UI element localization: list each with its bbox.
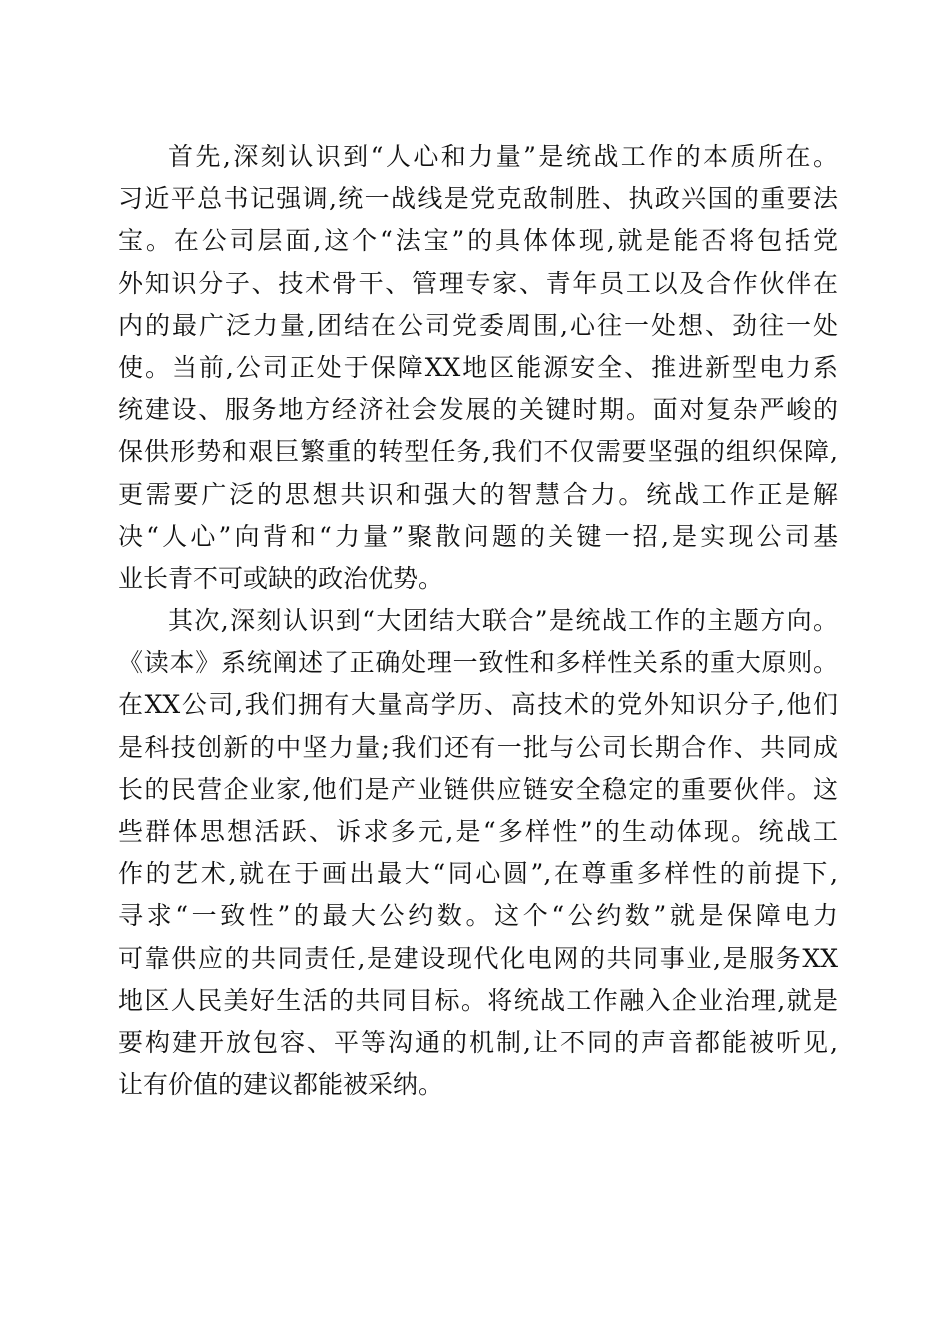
paragraph-line: 是科技创新的中坚力量;我们还有一批与公司长期合作、共同成 — [118, 732, 838, 762]
paragraph-line: 使。当前,公司正处于保障XX地区能源安全、推进新型电力系 — [118, 352, 838, 382]
paragraph-line: 长的民营企业家,他们是产业链供应链安全稳定的重要伙伴。这 — [118, 774, 838, 804]
paragraph-line: 寻求“一致性”的最大公约数。这个“公约数”就是保障电力 — [118, 901, 838, 931]
paragraph-line: 《读本》系统阐述了正确处理一致性和多样性关系的重大原则。 — [118, 648, 838, 678]
paragraph-1 — [118, 136, 838, 600]
paragraph-line: 在XX公司,我们拥有大量高学历、高技术的党外知识分子,他们 — [118, 690, 838, 720]
paragraph-line: 让有价值的建议都能被采纳。 — [118, 1070, 444, 1100]
paragraph-line: 保供形势和艰巨繁重的转型任务,我们不仅需要坚强的组织保障, — [118, 437, 838, 467]
paragraph-line: 首先,深刻认识到“人心和力量”是统战工作的本质所在。 — [168, 142, 838, 171]
paragraph-line: 作的艺术,就在于画出最大“同心圆”,在尊重多样性的前提下, — [118, 859, 838, 889]
paragraph-line: 其次,深刻认识到“大团结大联合”是统战工作的主题方向。 — [168, 606, 838, 636]
paragraph-line: 地区人民美好生活的共同目标。将统战工作融入企业治理,就是 — [118, 985, 838, 1015]
paragraph-line: 些群体思想活跃、诉求多元,是“多样性”的生动体现。统战工 — [118, 817, 838, 846]
paragraph-line: 决“人心”向背和“力量”聚散问题的关键一招,是实现公司基 — [118, 521, 838, 551]
paragraph-line: 业长青不可或缺的政治优势。 — [118, 563, 444, 593]
document-body — [118, 136, 838, 1106]
paragraph-line: 内的最广泛力量,团结在公司党委周围,心往一处想、劲往一处 — [118, 310, 838, 340]
paragraph-line: 统建设、服务地方经济社会发展的关键时期。面对复杂严峻的 — [118, 395, 838, 425]
paragraph-line: 习近平总书记强调,统一战线是党克敌制胜、执政兴国的重要法 — [118, 184, 838, 214]
paragraph-line: 更需要广泛的思想共识和强大的智慧合力。统战工作正是解 — [118, 479, 838, 509]
paragraph-line: 要构建开放包容、平等沟通的机制,让不同的声音都能被听见, — [118, 1027, 838, 1057]
paragraph-2 — [118, 600, 838, 1106]
paragraph-line: 可靠供应的共同责任,是建设现代化电网的共同事业,是服务XX — [118, 943, 838, 973]
paragraph-line: 外知识分子、技术骨干、管理专家、青年员工以及合作伙伴在 — [118, 268, 838, 298]
paragraph-line: 宝。在公司层面,这个“法宝”的具体体现,就是能否将包括党 — [118, 226, 838, 256]
